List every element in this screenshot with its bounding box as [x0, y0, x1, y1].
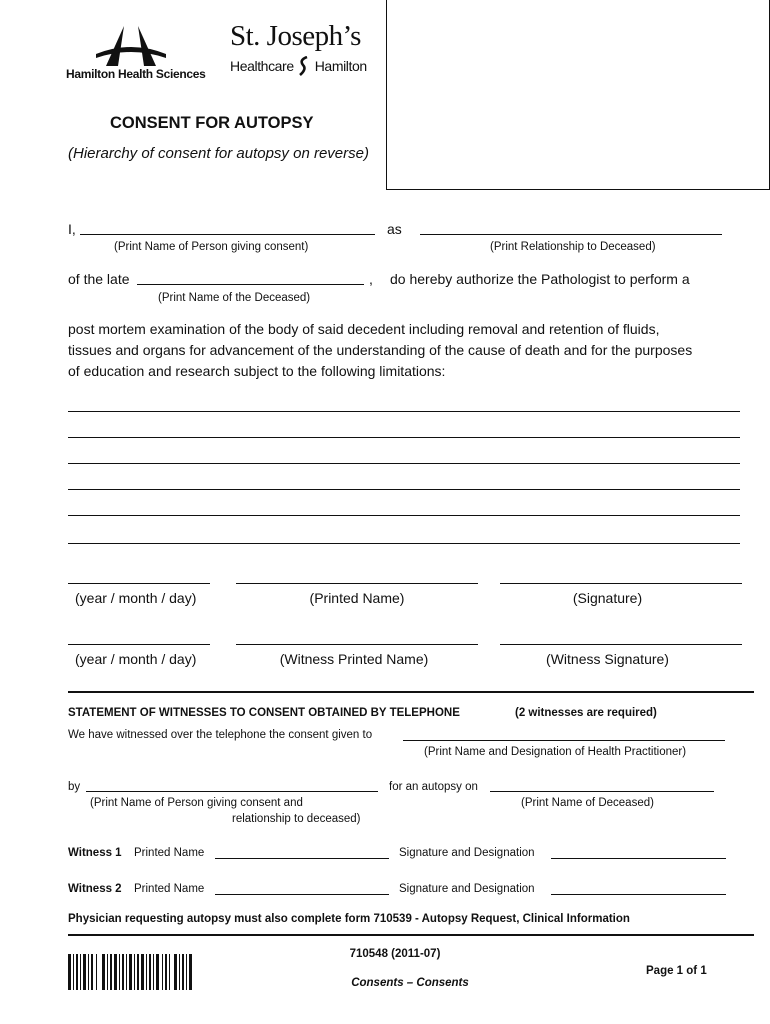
practitioner-label: (Print Name and Designation of Health Practitioner) [424, 746, 687, 758]
by-word: by [68, 781, 81, 793]
person-label-line-2: relationship to deceased) [232, 813, 361, 825]
relationship-field[interactable] [420, 234, 722, 235]
print-name-deceased-label: (Print Name of the Deceased) [158, 292, 311, 304]
page-number: Page 1 of 1 [646, 965, 707, 977]
print-name-person-label: (Print Name of Person giving consent) [114, 241, 309, 253]
st-josephs-hamilton-text: Hamilton [314, 58, 367, 74]
as-word: as [387, 221, 402, 237]
limitations-line-2[interactable] [68, 437, 740, 438]
authorize-text: do hereby authorize the Pathologist to perform a [390, 271, 690, 287]
witness-1-label: Witness 1 [68, 847, 122, 859]
witness-2-name-field[interactable] [215, 894, 389, 895]
consent-paragraph-line-2: tissues and organs for advancement of the understanding of the cause of death and for the purposes [68, 342, 693, 358]
consent-date-field[interactable] [68, 583, 210, 584]
witness-2-signature-field[interactable] [551, 894, 726, 895]
st-josephs-subtitle [230, 56, 367, 76]
witnessed-text: We have witnessed over the telephone the consent given to [68, 729, 373, 741]
footer-divider [68, 934, 754, 936]
consent-printed-name-field[interactable] [236, 583, 478, 584]
comma: , [369, 271, 373, 287]
st-josephs-healthcare-text: Healthcare [230, 58, 294, 74]
telephone-section-note: (2 witnesses are required) [515, 707, 657, 719]
witness-signature-field[interactable] [500, 644, 742, 645]
date-label-2: (year / month / day) [75, 651, 197, 667]
witness-printed-name-field[interactable] [236, 644, 478, 645]
witness-1-printed-name-text: Printed Name [134, 847, 205, 859]
witness-1-signature-text: Signature and Designation [399, 847, 535, 859]
health-practitioner-field[interactable] [403, 740, 725, 741]
deceased-label: (Print Name of Deceased) [521, 797, 654, 809]
barcode [68, 954, 194, 990]
witness-printed-name-label: (Witness Printed Name) [279, 651, 429, 667]
consent-paragraph-line-3: of education and research subject to the following limitations: [68, 363, 446, 379]
witness-2-printed-name-text: Printed Name [134, 883, 205, 895]
person-label-line-1: (Print Name of Person giving consent and [90, 797, 303, 809]
section-divider [68, 691, 754, 693]
st-josephs-name: St. Joseph’s [230, 20, 361, 52]
of-the-late-text: of the late [68, 271, 130, 287]
autopsy-on-text: for an autopsy on [389, 781, 478, 793]
witness-2-signature-text: Signature and Designation [399, 883, 535, 895]
patient-label-box [386, 0, 770, 190]
deceased-name-field[interactable] [137, 284, 364, 285]
st-josephs-symbol-icon [297, 56, 311, 76]
telephone-consenting-person-field[interactable] [86, 791, 378, 792]
witness-1-signature-field[interactable] [551, 858, 726, 859]
telephone-deceased-field[interactable] [490, 791, 714, 792]
print-relationship-label: (Print Relationship to Deceased) [490, 241, 656, 253]
witness-signature-label: (Witness Signature) [546, 651, 669, 667]
form-category: Consents – Consents [351, 977, 469, 989]
consent-signature-field[interactable] [500, 583, 742, 584]
form-title: CONSENT FOR AUTOPSY [110, 114, 314, 132]
i-prefix: I, [68, 221, 76, 237]
consenting-person-name-field[interactable] [80, 234, 375, 235]
limitations-line-4[interactable] [68, 489, 740, 490]
limitations-line-1[interactable] [68, 411, 740, 412]
printed-name-label: (Printed Name) [309, 590, 405, 606]
physician-note: Physician requesting autopsy must also complete form 710539 - Autopsy Request, Clinical Information [68, 913, 630, 925]
signature-label: (Signature) [572, 590, 643, 606]
limitations-line-6[interactable] [68, 543, 740, 544]
hamilton-health-sciences-name: Hamilton Health Sciences [66, 67, 206, 81]
witness-2-label: Witness 2 [68, 883, 122, 895]
consent-paragraph-line-1: post mortem examination of the body of said decedent including removal and retention of fluids, [68, 321, 660, 337]
witness-date-field[interactable] [68, 644, 210, 645]
limitations-line-3[interactable] [68, 463, 740, 464]
witness-1-name-field[interactable] [215, 858, 389, 859]
date-label-1: (year / month / day) [75, 590, 197, 606]
telephone-section-heading: STATEMENT OF WITNESSES TO CONSENT OBTAINED BY TELEPHONE [68, 707, 460, 719]
form-number: 710548 (2011-07) [349, 948, 441, 960]
limitations-line-5[interactable] [68, 515, 740, 516]
form-subtitle: (Hierarchy of consent for autopsy on reverse) [68, 145, 369, 162]
